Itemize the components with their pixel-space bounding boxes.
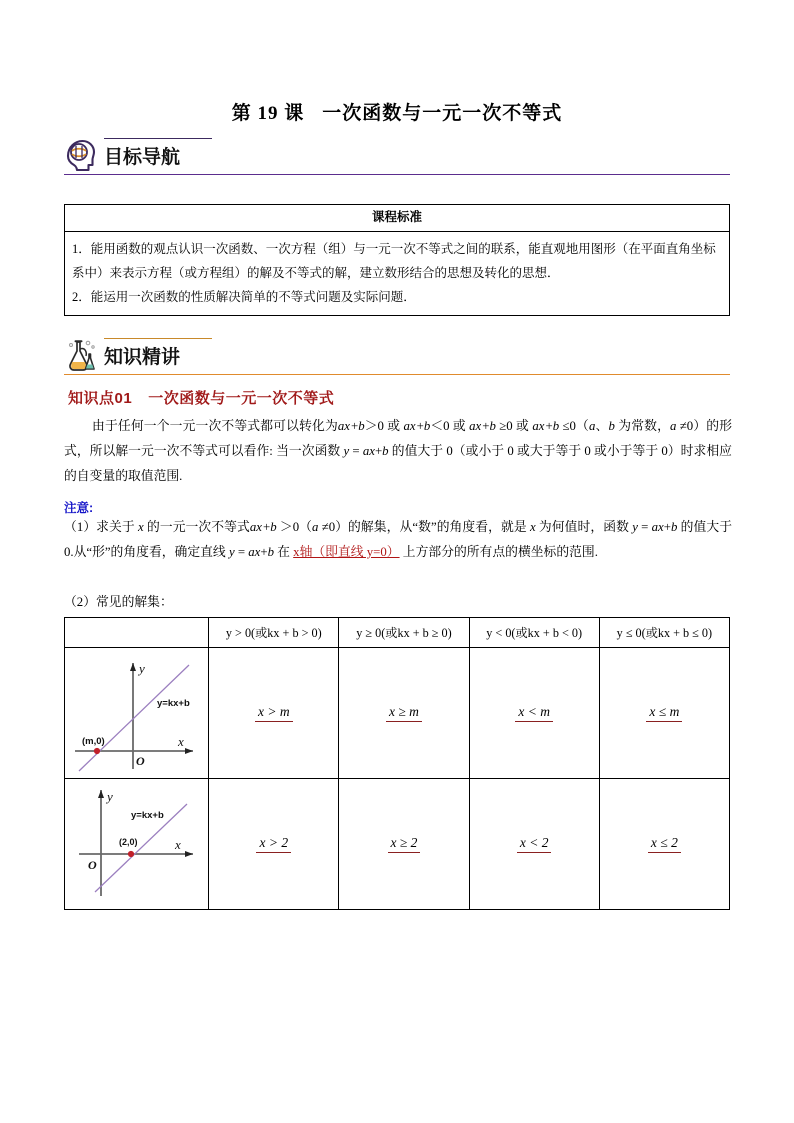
answer-cell [209, 779, 339, 910]
title-lesson-number: 第 19 课 [231, 103, 305, 124]
answer-value: x ≥ m [386, 704, 422, 722]
curriculum-standard-table [64, 204, 730, 316]
answer-value: x ≤ m [646, 704, 682, 722]
section-rule-bottom [64, 374, 730, 375]
answer-cell [339, 648, 469, 779]
answer-cell [599, 648, 729, 779]
svg-text:O: O [136, 754, 145, 768]
knowledge-point-heading [68, 387, 334, 408]
body-paragraph-1: 由于任何一个一元一次不等式都可以转化为ax +b＞0 或 ax +b＜0 或 ax +b ≥0 或 ax +b ≤0（a、b 为常数，a ≠0）的形式，所以解一元一次不等式可以看作: 当一次函数 y = ax+b 的值大于 0（或小于 0 或大于等于 0 或小于等于 0）时求相应的自变量的取值范围. [64, 419, 733, 483]
section-rule-bottom [64, 174, 730, 175]
table-row [65, 648, 730, 779]
line-graph-m [65, 649, 207, 777]
table-row [65, 205, 730, 232]
table-header-row [65, 618, 730, 648]
answer-value: x > 2 [256, 835, 291, 853]
answer-value: x ≤ 2 [648, 835, 681, 853]
standard-item: 2．能运用一次函数的性质解决简单的不等式问题及实际问题． [72, 290, 416, 305]
svg-text:y=kx+b: y=kx+b [157, 698, 190, 709]
table-row [65, 231, 730, 315]
note-paragraph-1: （1）求关于 x 的一元一次不等式ax +b ＞0（a ≠0）的解集，从“数”的角度看，就是 x 为何值时，函数 y = ax+b 的值大于 0.从“形”的角度看，确定直线 y = ax+b 在 x轴（即直线 y=0） 上方部分的所有点的横坐标的范围. [64, 520, 733, 559]
standard-item: 1．能用函数的观点认识一次函数、一次方程（组）与一元一次不等式之间的联系，能直观地用图形（在平面直角坐标系中）来表示方程（或方程组）的解及不等式的解，建立数形结合的思想及转化的思想． [72, 241, 716, 280]
answer-cell [599, 779, 729, 910]
svg-text:y: y [139, 661, 145, 676]
note-label: 注意: [64, 501, 94, 515]
table-row [65, 779, 730, 910]
svg-text:(m,0): (m,0) [82, 736, 105, 747]
svg-text:y=kx+b: y=kx+b [131, 810, 164, 821]
answer-value: x < 2 [517, 835, 552, 853]
standard-table-body [65, 231, 730, 315]
head-brain-icon [64, 138, 98, 174]
answer-value: x < m [515, 704, 553, 722]
header-cell-le: y ≤ 0(或kx + b ≤ 0) [599, 618, 729, 648]
note-paragraph-2: （2）常见的解集： [64, 595, 173, 609]
knowledge-point-title: 一次函数与一元一次不等式 [148, 390, 335, 407]
flask-icon [64, 338, 98, 374]
knowledge-point-number: 知识点01 [68, 390, 133, 407]
header-cell-ge: y ≥ 0(或kx + b ≥ 0) [339, 618, 469, 648]
answer-cell [209, 648, 339, 779]
section-label-goal: 目标导航 [104, 147, 181, 168]
section-rule-top [104, 138, 212, 139]
answer-cell [339, 779, 469, 910]
header-cell-lt: y < 0(或kx + b < 0) [469, 618, 599, 648]
header-cell-gt: y > 0(或kx + b > 0) [209, 618, 339, 648]
section-rule-top [104, 338, 212, 339]
svg-text:y: y [107, 789, 113, 804]
common-solution-set-table [64, 617, 730, 910]
answer-cell [469, 648, 599, 779]
svg-text:O: O [88, 858, 97, 872]
svg-text:x: x [175, 837, 181, 852]
standard-table-header: 课程标准 [65, 205, 730, 232]
page-title [0, 98, 794, 125]
line-graph-2 [65, 782, 207, 906]
answer-cell [469, 779, 599, 910]
section-label-knowledge: 知识精讲 [104, 347, 181, 368]
header-cell-blank [65, 618, 209, 648]
graph-cell-m [65, 648, 209, 779]
section-header-goal [64, 136, 730, 180]
svg-text:x: x [178, 734, 184, 749]
title-topic: 一次函数与一元一次不等式 [322, 103, 563, 124]
answer-value: x > m [255, 704, 293, 722]
graph-cell-2 [65, 779, 209, 910]
svg-text:(2,0): (2,0) [119, 837, 138, 847]
answer-value: x ≥ 2 [388, 835, 421, 853]
section-header-knowledge [64, 336, 730, 380]
